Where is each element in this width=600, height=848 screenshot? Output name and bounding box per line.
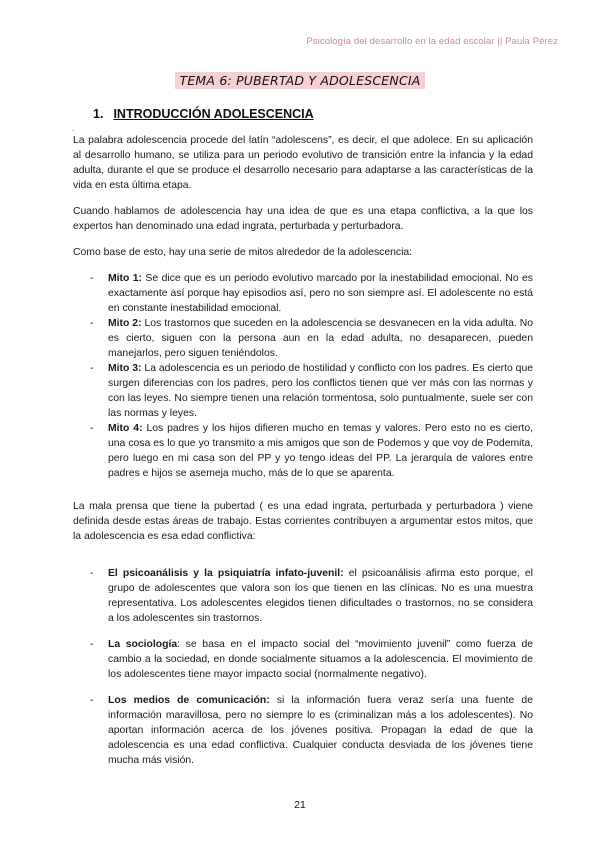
list-item — [73, 271, 533, 316]
running-header: Psicología del desarrollo en la edad escolar || Paula Pérez — [306, 36, 558, 47]
paragraph-myths-intro: Como base de esto, hay una serie de mitos alrededor de la adolescencia: — [73, 247, 413, 258]
item-text: Se dice que es un periodo evolutivo marcado por la inestabilidad emocional. No es exactamente así porque hay episodios así, pero no son siempre así. El adolescente no está en constante inestabilidad emocional. — [108, 273, 533, 314]
bullet-dash: - — [90, 639, 94, 650]
list-item — [73, 421, 533, 481]
item-text: si la información fuera veraz sería una fuente de información maravillosa, pero no siempre lo es (criminalizan más a los adolescentes). No aportan información acerca de los jóvenes positiva. Propagan la edad de que la adolescencia es una edad conflictiva. Cualquier conducta desviada de los jóvenes tiene mucha más visión. — [108, 695, 533, 766]
item-label: Mito 1: — [108, 273, 143, 284]
bullet-dash: - — [90, 695, 94, 706]
item-text: Los trastornos que suceden en la adolescencia se desvanecen en la vida adulta. No es cierto, siguen con la persona aun en la edad adulta, no desaparecen, pueden manejarlos, pero siguen teniéndolos. — [108, 318, 533, 359]
item-label: Mito 2: — [108, 318, 142, 329]
item-text: La adolescencia es un periodo de hostilidad y conflicto con los padres. Es cierto que surgen diferencias con los padres, pero los conflictos tienen que ver más con las normas y con las leyes. No siempre tienen una relación tormentosa, solo puntualmente, suele ser con las normas y leyes. — [108, 363, 533, 419]
section-title: INTRODUCCIÓN ADOLESCENCIA — [113, 107, 314, 121]
sources-list — [73, 566, 533, 768]
section-heading — [93, 107, 314, 121]
bullet-dash: - — [90, 423, 94, 434]
item-label: La sociología — [108, 639, 178, 650]
paragraph-conflict: Cuando hablamos de adolescencia hay una idea de que es una etapa conflictiva, a la que los expertos han denominado una edad ingrata, perturbada y perturbadora. — [73, 206, 533, 232]
list-item — [73, 637, 533, 682]
item-label: Mito 3: — [108, 363, 142, 374]
list-item — [73, 316, 533, 361]
body-content — [73, 133, 533, 779]
list-item — [73, 361, 533, 421]
title-block — [0, 72, 600, 90]
page-title: TEMA 6: PUBERTAD Y ADOLESCENCIA — [175, 72, 424, 89]
bullet-dash: - — [90, 273, 94, 284]
myths-list — [73, 271, 533, 481]
list-item — [73, 693, 533, 768]
section-number: 1. — [93, 107, 104, 121]
stray-mark: . — [72, 124, 75, 133]
paragraph-bad-press: La mala prensa que tiene la pubertad ( es una edad ingrata, perturbada y perturbadora ) viene definida desde estas áreas de trabajo. Estas corrientes contribuyen a argumentar estos mitos, que la adolescencia es esa edad conflictiva: — [73, 501, 533, 542]
item-text: el psicoanálisis afirma esto porque, el grupo de adolescentes que valora son los que tienen en las clínicas. No es una muestra representativa. Los adolescentes elegidos tienen dificultades o trastornos, no se considera a los adolescentes sin trastornos. — [108, 568, 533, 624]
paragraph-intro: La palabra adolescencia procede del latín “adolescens”, es decir, el que adolece. En su aplicación al desarrollo humano, se utiliza para un periodo evolutivo de transición entre la infancia y la edad adulta, durante el que se produce el desarrollo necesario para adaptarse a las características de la vida en esta última etapa. — [73, 135, 533, 191]
list-item — [73, 566, 533, 626]
bullet-dash: - — [90, 318, 94, 329]
page-number: 21 — [294, 799, 306, 811]
item-label: El psicoanálisis y la psiquiatría infato-juvenil: — [108, 568, 344, 579]
item-text: : se basa en el impacto social del “movimiento juvenil” como fuerza de cambio a la sociedad, en donde socialmente situamos a la adolescencia. El movimiento de los adolescentes tiene mayor impacto social (normalmente negativo). — [108, 639, 533, 680]
bullet-dash: - — [90, 568, 94, 579]
item-text: Los padres y los hijos difieren mucho en temas y valores. Pero esto no es cierto, una cosa es lo que yo transmito a mis amigos que son de Podemos y que voy de Podemita, pero luego en mi casa son del PP y yo tengo ideas del PP. La jerarquía de valores entre padres e hijos se asemeja mucho, más de lo que se aparenta. — [108, 423, 533, 479]
item-label: Los medios de comunicación: — [108, 695, 270, 706]
bullet-dash: - — [90, 363, 94, 374]
item-label: Mito 4: — [108, 423, 143, 434]
